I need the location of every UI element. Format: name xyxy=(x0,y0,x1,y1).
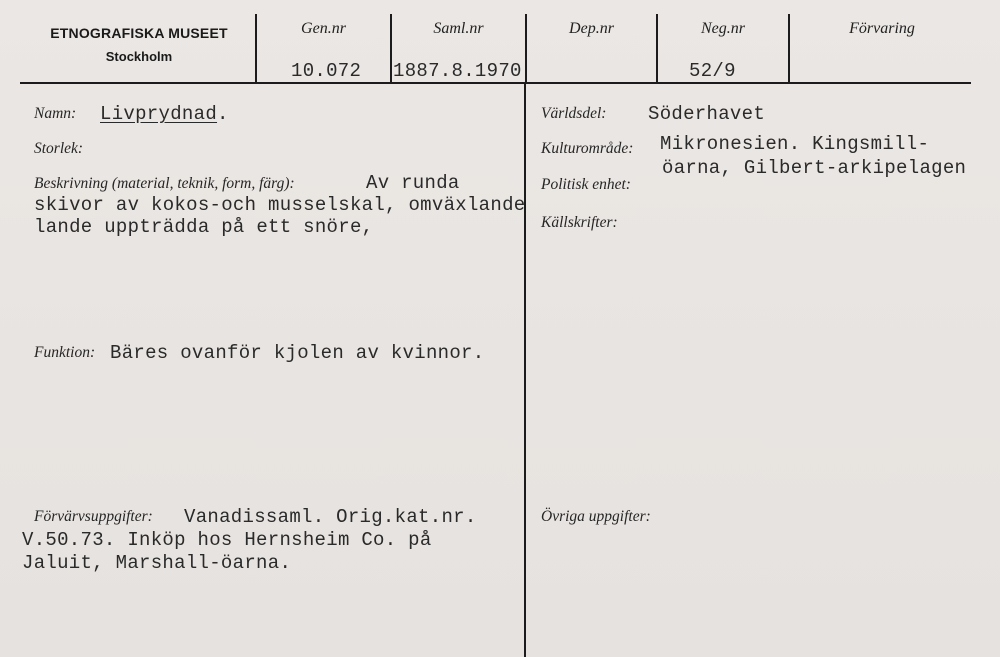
museum-name: ETNOGRAFISKA MUSEET xyxy=(50,25,228,41)
forvarv-line-2: V.50.73. Inköp hos Hernsheim Co. på xyxy=(22,529,432,551)
storlek-label: Storlek: xyxy=(34,140,84,157)
kulturomrade-line-1: Mikronesien. Kingsmill- xyxy=(660,133,930,155)
ovriga-uppgifter-label: Övriga uppgifter: xyxy=(541,508,651,525)
namn-label: Namn: xyxy=(34,105,77,122)
beskrivning-label: Beskrivning (material, teknik, form, färg): xyxy=(34,175,295,192)
namn-value-row xyxy=(100,103,229,125)
funktion-value: Bäres ovanför kjolen av kvinnor. xyxy=(110,342,485,364)
saml-nr-value: 1887.8.1970 xyxy=(393,60,522,82)
kulturomrade-line-2: öarna, Gilbert-arkipelagen xyxy=(662,157,967,179)
politisk-enhet-label: Politisk enhet: xyxy=(541,176,631,193)
saml-nr-label: Saml.nr xyxy=(433,20,484,37)
dep-nr-label: Dep.nr xyxy=(569,20,614,37)
museum-city: Stockholm xyxy=(105,49,173,64)
beskrivning-line-3: lande uppträdda på ett snöre, xyxy=(34,216,374,238)
kallskrifter-label: Källskrifter: xyxy=(541,214,618,231)
namn-value: Livprydnad xyxy=(100,103,218,125)
varldsdel-label: Världsdel: xyxy=(541,105,607,122)
forvarvsuppgifter-label: Förvärvsuppgifter: xyxy=(34,508,153,525)
funktion-label: Funktion: xyxy=(34,344,96,361)
namn-suffix: . xyxy=(217,103,229,125)
center-column-divider xyxy=(524,84,526,657)
varldsdel-value: Söderhavet xyxy=(648,103,766,125)
header-bottom-rule xyxy=(20,82,971,84)
beskrivning-line-1: Av runda xyxy=(366,172,460,194)
kulturomrade-label: Kulturområde: xyxy=(541,140,634,157)
gen-nr-value: 10.072 xyxy=(291,60,362,82)
forvarv-line-3: Jaluit, Marshall-öarna. xyxy=(22,552,292,574)
beskrivning-line-2: skivor av kokos-och musselskal, omväxlande xyxy=(34,194,526,216)
gen-nr-label: Gen.nr xyxy=(301,20,346,37)
neg-nr-label: Neg.nr xyxy=(701,20,745,37)
neg-nr-value: 52/9 xyxy=(689,60,736,82)
forvarv-line-1: Vanadissaml. Orig.kat.nr. xyxy=(184,506,477,528)
forvaring-label: Förvaring xyxy=(849,20,915,37)
